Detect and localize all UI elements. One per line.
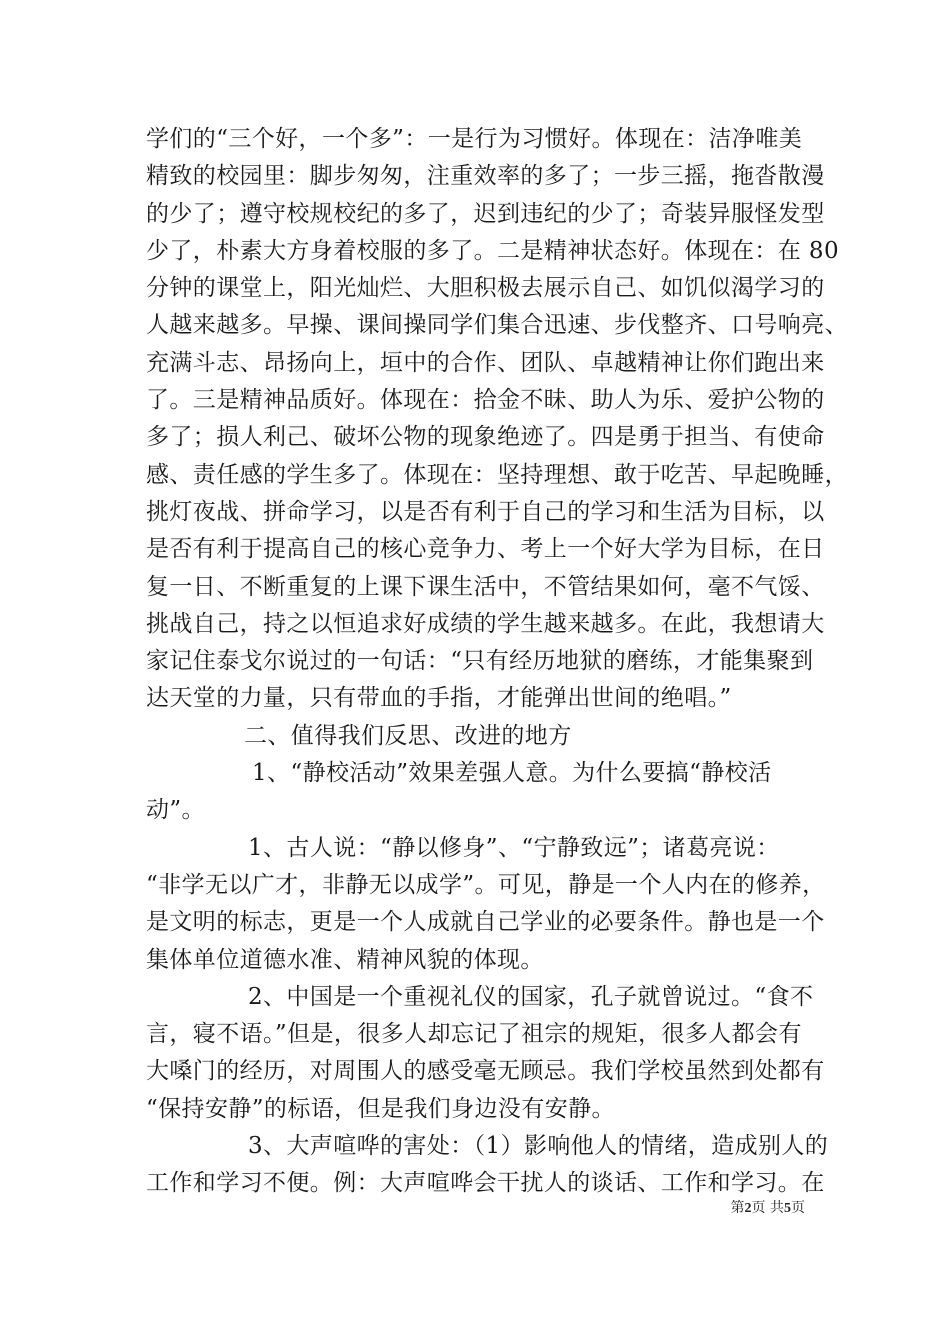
text-line: 学们的“三个好，一个多”：一是行为习惯好。体现在：洁净唯美 <box>146 126 803 152</box>
paragraph-start: 2、中国是一个重视礼仪的国家，孔子就曾说过。“食不 <box>248 983 814 1010</box>
text-line: 集体单位道德水准、精神风貌的体现。 <box>146 946 544 973</box>
text-line: 是文明的标志，更是一个人成就自己学业的必要条件。静也是一个 <box>146 909 825 936</box>
paragraph-start: 1、古人说：“静以修身”、“宁静致远”；诸葛亮说： <box>248 834 780 861</box>
text-line: “非学无以广才，非静无以成学”。可见，静是一个人内在的修养， <box>146 871 826 898</box>
footer-prefix: 第 <box>730 1200 745 1216</box>
footer-suffix: 页 <box>791 1200 805 1216</box>
text-line: 大嗓门的经历，对周围人的感受毫无顾忌。我们学校虽然到处都有 <box>146 1058 825 1085</box>
footer-middle: 页 共 <box>751 1200 784 1216</box>
text-line: “保持安静”的标语，但是我们身边没有安静。 <box>146 1095 615 1122</box>
text-line: 达天堂的力量，只有带血的手指，才能弹出世间的绝唱。” <box>146 685 732 712</box>
section-heading: 二、值得我们反思、改进的地方 <box>244 722 572 749</box>
text-line: 言，寝不语。”但是，很多人却忘记了祖宗的规矩，很多人都会有 <box>146 1021 802 1048</box>
text-line: 工作和学习不便。例：大声喧哗会干扰人的谈话、工作和学习。在 <box>146 1170 825 1197</box>
text-line: 动”。 <box>146 797 205 824</box>
current-page-number: 2 <box>744 1201 752 1216</box>
text-line: 感、责任感的学生多了。体现在：坚持理想、敢于吃苦、早起晚睡， <box>146 461 848 488</box>
text-line: 少了，朴素大方身着校服的多了。二是精神状态好。体现在：在 80 <box>146 237 839 264</box>
page-footer <box>731 1197 805 1217</box>
text-line: 分钟的课堂上，阳光灿烂、大胆积极去展示自己、如饥似渴学习的 <box>146 275 825 302</box>
text-line: 挑战自己，持之以恒追求好成绩的学生越来越多。在此，我想请大 <box>146 610 825 637</box>
text-line: 多了；损人利己、破坏公物的现象绝迹了。四是勇于担当、有使命 <box>146 424 825 451</box>
total-page-count: 5 <box>784 1201 791 1216</box>
text-line: 是否有利于提高自己的核心竞争力、考上一个好大学为目标，在日 <box>146 536 825 563</box>
text-line: 挑灯夜战、拼命学习，以是否有利于自己的学习和生活为目标，以 <box>146 498 825 525</box>
text-line: 复一日、不断重复的上课下课生活中，不管结果如何，毫不气馁、 <box>146 573 825 600</box>
text-line: 充满斗志、昂扬向上，垣中的合作、团队、卓越精神让你们跑出来 <box>146 349 825 376</box>
text-line: 精致的校园里：脚步匆匆，注重效率的多了；一步三摇，拖沓散漫 <box>146 163 825 190</box>
paragraph-start: 3、大声喧哗的害处：（1）影响他人的情绪，造成别人的 <box>248 1133 829 1160</box>
text-line: 的少了；遵守校规校纪的多了，迟到违纪的少了；奇装异服怪发型 <box>146 200 825 227</box>
text-line: 人越来越多。早操、课间操同学们集合迅速、步伐整齐、口号响亮、 <box>146 312 848 339</box>
text-line: 了。三是精神品质好。体现在：拾金不昧、助人为乐、爱护公物的 <box>146 387 825 414</box>
subsection-line: 1、“静校活动”效果差强人意。为什么要搞“静校活 <box>252 760 772 787</box>
text-line: 家记住泰戈尔说过的一句话：“只有经历地狱的磨练，才能集聚到 <box>146 648 814 675</box>
document-body <box>146 121 848 1203</box>
